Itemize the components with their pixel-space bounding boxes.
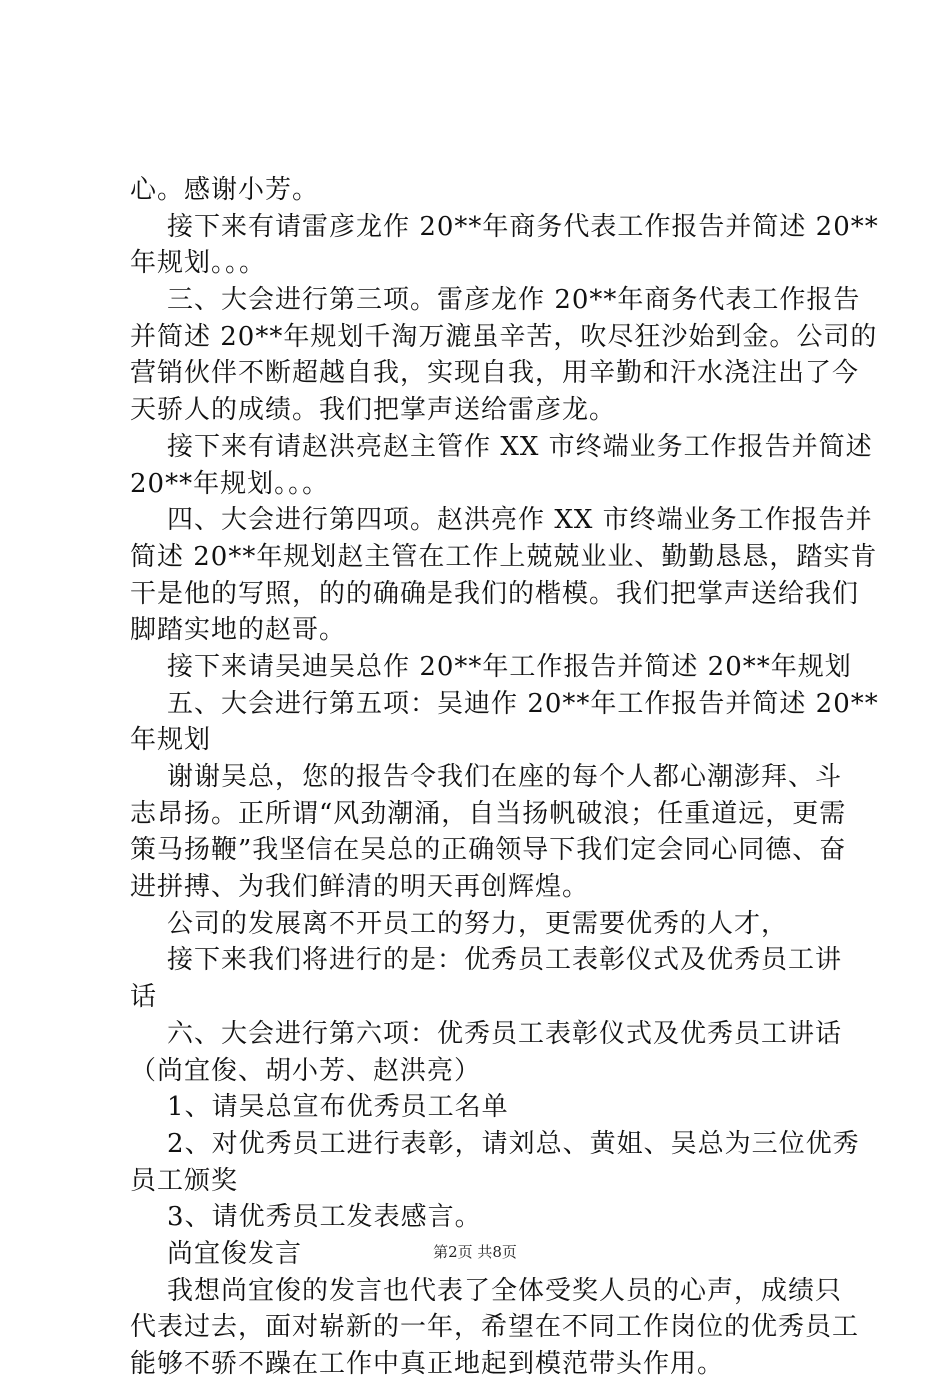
text-line: 年规划。。。 bbox=[130, 248, 267, 279]
text-line: （尚宜俊、胡小芳、赵洪亮） bbox=[130, 1055, 482, 1086]
text-line: 简述 20**年规划赵主管在工作上兢兢业业、勤勤恳恳，踏实肯 bbox=[130, 541, 878, 572]
text-line: 公司的发展离不开员工的努力，更需要优秀的人才， bbox=[130, 908, 789, 939]
text-line: 营销伙伴不断超越自我，实现自我，用辛勤和汗水浇注出了今 bbox=[130, 358, 860, 389]
text-line: 三、大会进行第三项。雷彦龙作 20**年商务代表工作报告 bbox=[130, 285, 861, 316]
text-line: 接下来有请雷彦龙作 20**年商务代表工作报告并简述 20** bbox=[130, 211, 879, 242]
text-line: 接下来有请赵洪亮赵主管作 XX 市终端业务工作报告并简述 bbox=[130, 431, 873, 462]
text-line: 1、请吴总宣布优秀员工名单 bbox=[130, 1092, 509, 1123]
page-number-footer: 第2页 共8页 bbox=[433, 1243, 517, 1261]
text-line: 五、大会进行第五项：吴迪作 20**年工作报告并简述 20** bbox=[130, 688, 879, 719]
text-line: 20**年规划。。。 bbox=[130, 468, 330, 499]
text-line: 员工颁奖 bbox=[130, 1165, 239, 1196]
text-line: 接下来请吴迪吴总作 20**年工作报告并简述 20**年规划 bbox=[130, 651, 852, 682]
document-body bbox=[130, 172, 879, 1383]
text-line: 进拼搏、为我们鲜清的明天再创辉煌。 bbox=[130, 872, 590, 903]
text-line: 代表过去，面对崭新的一年，希望在不同工作岗位的优秀员工 bbox=[130, 1312, 860, 1343]
text-line: 策马扬鞭”我坚信在吴总的正确领导下我们定会同心同德、奋 bbox=[130, 835, 847, 866]
text-line: 年规划 bbox=[130, 725, 212, 756]
text-line: 2、对优秀员工进行表彰，请刘总、黄姐、吴总为三位优秀 bbox=[130, 1128, 860, 1159]
text-line: 六、大会进行第六项：优秀员工表彰仪式及优秀员工讲话 bbox=[130, 1018, 843, 1049]
text-line: 话 bbox=[130, 982, 158, 1013]
text-line: 并简述 20**年规划千淘万漉虽辛苦，吹尽狂沙始到金。公司的 bbox=[130, 321, 878, 352]
text-line: 谢谢吴总，您的报告令我们在座的每个人都心潮澎拜、斗 bbox=[130, 762, 843, 792]
text-line: 尚宜俊发言 bbox=[130, 1238, 303, 1269]
text-line: 3、请优秀员工发表感言。 bbox=[130, 1202, 482, 1233]
text-line: 心。感谢小芳。 bbox=[130, 175, 320, 205]
text-line: 脚踏实地的赵哥。 bbox=[130, 615, 347, 646]
text-line: 接下来我们将进行的是：优秀员工表彰仪式及优秀员工讲 bbox=[130, 945, 843, 976]
text-line: 我想尚宜俊的发言也代表了全体受奖人员的心声，成绩只 bbox=[130, 1275, 843, 1306]
text-line: 四、大会进行第四项。赵洪亮作 XX 市终端业务工作报告并 bbox=[130, 505, 873, 536]
text-line: 志昂扬。正所谓“风劲潮涌，自当扬帆破浪；任重道远，更需 bbox=[130, 798, 847, 829]
text-line: 能够不骄不躁在工作中真正地起到模范带头作用。 bbox=[130, 1349, 725, 1379]
text-line: 干是他的写照，的的确确是我们的楷模。我们把掌声送给我们 bbox=[130, 578, 860, 609]
text-line: 天骄人的成绩。我们把掌声送给雷彦龙。 bbox=[130, 395, 617, 426]
